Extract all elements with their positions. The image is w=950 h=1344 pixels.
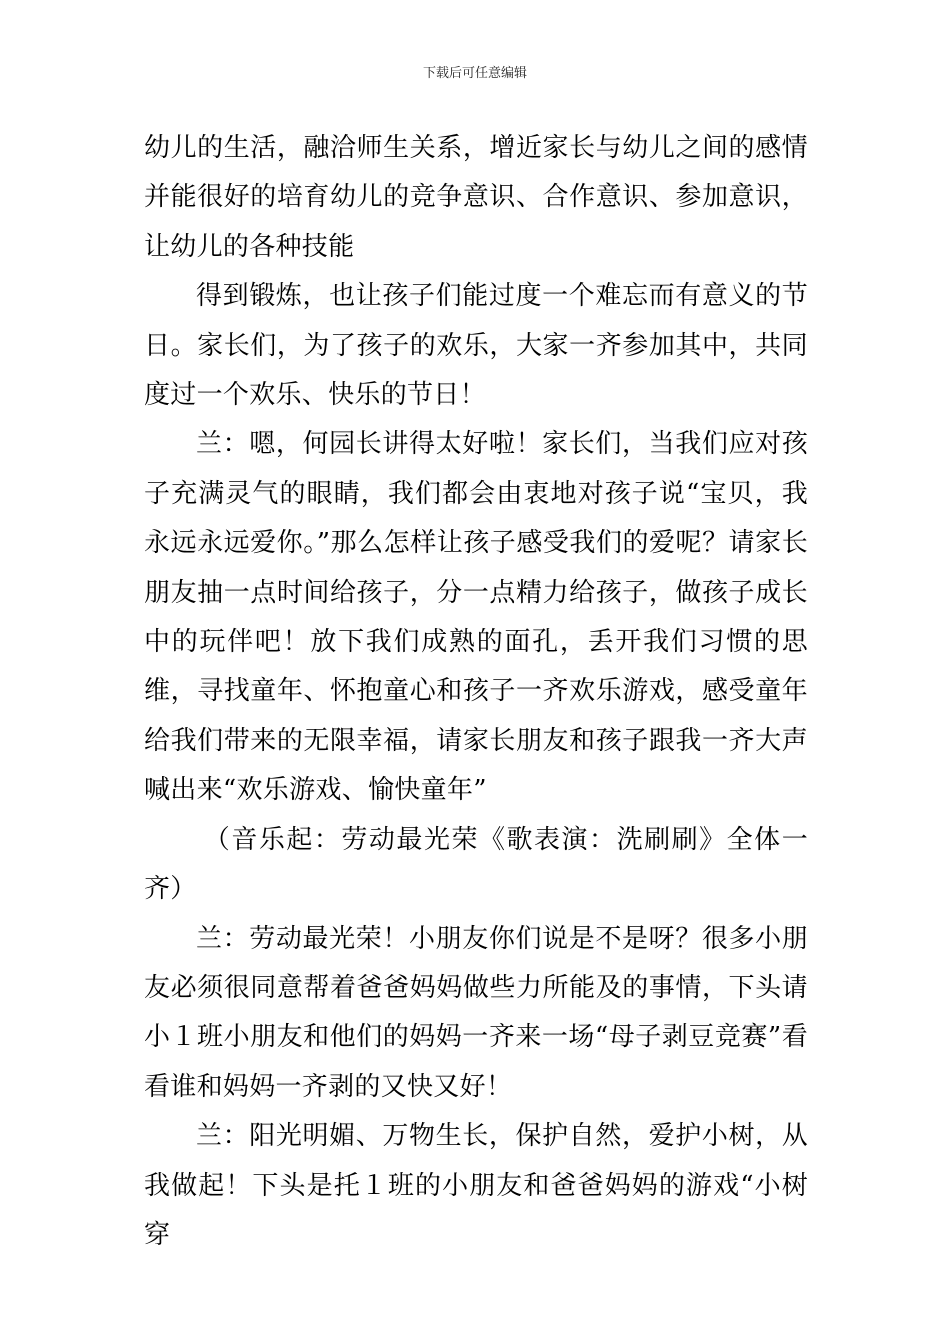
page-header: 下载后可任意编辑 (422, 66, 527, 81)
paragraph-4: （音乐起：劳动最光荣《歌表演：洗刷刷》全体一齐） (144, 824, 808, 905)
paragraph-6: 兰：阳光明媚、万物生长，保护自然，爱护小树，从我做起！下头是托１班的小朋友和爸爸妈妈的游戏“小树穿 (144, 1121, 808, 1250)
paragraph-5: 兰：劳动最光荣！小朋友你们说是不是呀？很多小朋友必须很同意帮着爸爸妈妈做些力所能及的事情，下头请小１班小朋友和他们的妈妈一齐来一场“母子剥豆竞赛”看看谁和妈妈一齐剥的又快又好！ (144, 923, 808, 1102)
document-body (144, 124, 808, 1260)
paragraph-3: 兰：嗯，何园长讲得太好啦！家长们，当我们应对孩子充满灵气的眼睛，我们都会由衷地对孩子说“宝贝，我永远永远爱你。”那么怎样让孩子感受我们的爱呢？请家长朋友抽一点时间给孩子，分一点精力给孩子，做孩子成长中的玩伴吧！放下我们成熟的面孔，丢开我们习惯的思维，寻找童年、怀抱童心和孩子一齐欢乐游戏，感受童年给我们带来的无限幸福，请家长朋友和孩子跟我一齐大声喊出来“欢乐游戏、愉快童年” (144, 429, 808, 806)
paragraph-1: 幼儿的生活，融洽师生关系，增近家长与幼儿之间的感情并能很好的培育幼儿的竞争意识、合作意识、参加意识，让幼儿的各种技能 (144, 133, 808, 262)
paragraph-2: 得到锻炼，也让孩子们能过度一个难忘而有意义的节日。家长们，为了孩子的欢乐，大家一齐参加其中，共同度过一个欢乐、快乐的节日！ (144, 281, 808, 411)
